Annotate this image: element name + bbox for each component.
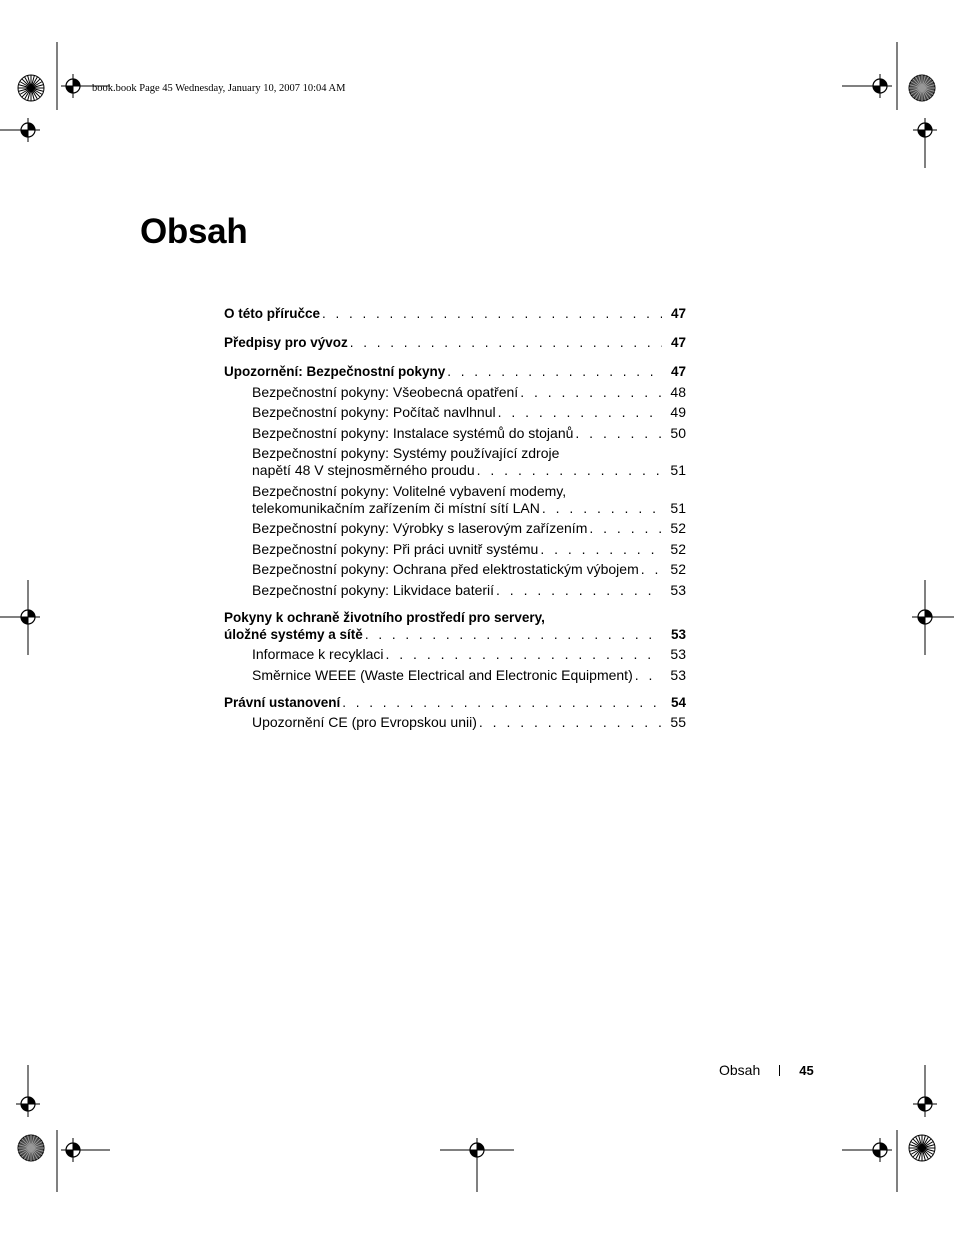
toc-sub-entry[interactable] <box>224 520 686 537</box>
toc-page-number: 48 <box>670 383 686 400</box>
toc-dot-leader <box>479 714 662 731</box>
toc-entry-text: telekomunikačním zařízením či místní sítí LAN <box>252 499 540 516</box>
toc-dot-leader <box>350 334 662 351</box>
footer-page-number: 45 <box>799 1062 814 1078</box>
toc-entry-text: Bezpečnostní pokyny: Všeobecná opatření <box>252 383 519 400</box>
toc-dot-leader <box>496 582 662 599</box>
toc-dot-leader <box>589 520 662 537</box>
toc-sub-entry[interactable] <box>224 384 686 401</box>
toc-entry-text: Bezpečnostní pokyny: Instalace systémů do stojanů <box>252 424 574 441</box>
toc-dot-leader <box>540 541 662 558</box>
toc-entry-text: Informace k recyklaci <box>252 646 384 662</box>
print-header: book.book Page 45 Wednesday, January 10, 2007 10:04 AM <box>92 83 346 94</box>
toc-page-number: 49 <box>670 404 686 420</box>
toc-main-entry[interactable] <box>224 609 686 643</box>
toc-entry-text: úložné systémy a sítě <box>224 626 363 642</box>
toc-main-entry[interactable] <box>224 363 686 380</box>
toc-entry-text: Předpisy pro vývoz <box>224 335 348 350</box>
toc-page-number: 52 <box>670 561 686 577</box>
page-footer <box>719 1062 814 1078</box>
toc-sub-entry[interactable] <box>224 483 686 517</box>
toc-entry-text: Upozornění: Bezpečnostní pokyny <box>224 364 446 379</box>
toc-page-number: 47 <box>670 364 686 379</box>
toc-main-entry[interactable] <box>224 305 686 322</box>
toc-page-number: 53 <box>670 666 686 683</box>
toc-entry-text-line1: Bezpečnostní pokyny: Systémy používající zdroje <box>252 445 560 461</box>
toc-entry-text: Bezpečnostní pokyny: Při práci uvnitř systému <box>252 540 539 557</box>
toc-entry-text: Bezpečnostní pokyny: Výrobky s laserovým zařízením <box>252 520 588 536</box>
toc-main-entry[interactable] <box>224 694 686 711</box>
toc-entry-text: napětí 48 V stejnosměrného proudu <box>252 462 475 478</box>
toc-page-number: 51 <box>670 499 686 516</box>
toc-entry-text: Směrnice WEEE (Waste Electrical and Electronic Equipment) <box>252 666 633 683</box>
toc-sub-entry[interactable] <box>224 561 686 578</box>
toc-sub-entry[interactable] <box>224 646 686 663</box>
toc-page-number: 47 <box>670 335 686 350</box>
page-title: Obsah <box>140 212 248 251</box>
toc-sub-entry[interactable] <box>224 541 686 558</box>
toc-entry-text: Bezpečnostní pokyny: Ochrana před elektrostatickým výbojem <box>252 561 639 577</box>
toc-page-number: 54 <box>670 694 686 710</box>
toc-page-number: 52 <box>670 520 686 536</box>
toc-sub-entry[interactable] <box>224 582 686 599</box>
toc-sub-entry[interactable] <box>224 404 686 421</box>
toc-dot-leader <box>342 694 662 711</box>
footer-section-label: Obsah <box>719 1062 761 1078</box>
toc-sub-entry[interactable] <box>224 714 686 731</box>
star-target-icon <box>18 75 44 101</box>
toc-page-number: 52 <box>670 540 686 557</box>
toc-dot-leader <box>385 646 662 663</box>
toc-page-number: 53 <box>670 646 686 662</box>
toc-entry-text: Bezpečnostní pokyny: Likvidace baterií <box>252 581 495 598</box>
toc-dot-leader <box>641 561 662 578</box>
toc-dot-leader <box>635 667 662 684</box>
star-target-icon <box>909 1135 935 1161</box>
toc-entry-text: Upozornění CE (pro Evropskou unii) <box>252 714 477 730</box>
toc-entry-text: O této příručce <box>224 306 321 321</box>
toc-sub-entry[interactable] <box>224 667 686 684</box>
toc-entry-text-line1: Pokyny k ochraně životního prostředí pro servery, <box>224 609 545 625</box>
toc-page-number: 53 <box>670 626 686 642</box>
toc-dot-leader <box>365 626 662 643</box>
toc-page-number: 47 <box>670 306 686 321</box>
toc-main-entry[interactable] <box>224 334 686 351</box>
toc-dot-leader <box>447 363 662 380</box>
toc-sub-entry[interactable] <box>224 425 686 442</box>
toc-entry-text-line1: Bezpečnostní pokyny: Volitelné vybavení modemy, <box>252 482 567 499</box>
toc-page-number: 55 <box>670 714 686 730</box>
toc-dot-leader <box>542 500 662 517</box>
toc-dot-leader <box>477 462 662 479</box>
toc-entry-text: Bezpečnostní pokyny: Počítač navlhnul <box>252 404 496 420</box>
star-target-icon <box>909 75 935 101</box>
toc-dot-leader <box>520 384 662 401</box>
toc-sub-entry[interactable] <box>224 445 686 479</box>
toc-page-number: 53 <box>670 581 686 598</box>
toc-dot-leader <box>575 425 662 442</box>
toc-dot-leader <box>322 305 662 322</box>
table-of-contents <box>224 305 686 731</box>
footer-divider <box>779 1065 780 1076</box>
toc-entry-text: Právní ustanovení <box>224 694 341 710</box>
toc-page-number: 50 <box>670 424 686 441</box>
star-target-icon <box>18 1135 44 1161</box>
toc-page-number: 51 <box>670 462 686 478</box>
toc-dot-leader <box>498 404 662 421</box>
